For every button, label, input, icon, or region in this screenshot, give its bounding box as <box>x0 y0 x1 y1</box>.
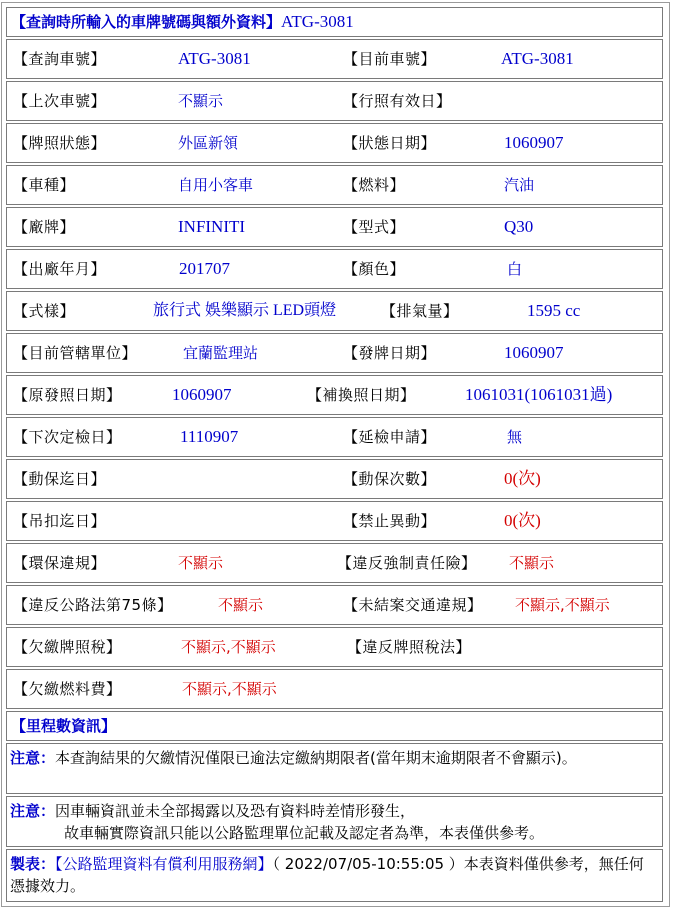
label-license-valid-date: 【行照有效日】 <box>343 92 452 110</box>
value-insurance-violation: 不顯示 <box>509 554 555 572</box>
value-status-date: 1060907 <box>504 133 564 152</box>
info-row-previous-plate <box>6 81 663 121</box>
note-3 <box>10 853 656 897</box>
note-1-key: 注意： <box>10 749 56 767</box>
label-previous-plate: 【上次車號】 <box>13 92 107 110</box>
label-plate-status: 【牌照狀態】 <box>13 134 107 152</box>
label-original-license-date: 【原發照日期】 <box>13 386 122 404</box>
label-license-tax-violation: 【違反牌照稅法】 <box>347 638 472 656</box>
note-row-1 <box>6 743 663 794</box>
value-vehicle-type: 自用小客車 <box>178 176 254 194</box>
value-unpaid-license-tax: 不顯示,不顯示 <box>181 638 276 656</box>
info-row-next-inspection <box>6 417 663 457</box>
page-title-plate: ATG-3081 <box>281 12 354 31</box>
value-unpaid-fuel-fee: 不顯示,不顯示 <box>182 680 277 698</box>
value-plate-status: 外區新領 <box>178 134 239 152</box>
value-next-inspection: 1110907 <box>180 427 239 446</box>
label-brand: 【廠牌】 <box>13 218 76 236</box>
note-3-source: 【公路監理資料有償利用服務網】 <box>55 855 273 873</box>
note-2-line2: 故車輛實際資訊只能以公路監理單位記載及認定者為準，本表僅供參考。 <box>64 824 545 842</box>
value-environmental-violation: 不顯示 <box>178 554 224 572</box>
label-issue-date: 【發牌日期】 <box>343 344 437 362</box>
label-insurance-violation: 【違反強制責任險】 <box>337 554 477 572</box>
info-row-original-license-date <box>6 375 663 415</box>
value-original-license-date: 1060907 <box>172 385 232 404</box>
info-row-brand <box>6 207 663 247</box>
value-displacement: 1595 cc <box>527 301 581 320</box>
value-model: Q30 <box>504 217 534 236</box>
note-2-line1: 因車輛資訊並未全部揭露以及恐有資料時差情形發生， <box>55 802 416 820</box>
label-fuel: 【燃料】 <box>343 176 406 194</box>
info-row-plate-status <box>6 123 663 163</box>
label-chattel-mortgage-count: 【動保次數】 <box>343 470 437 488</box>
header-row <box>6 7 663 37</box>
label-manufacture-date: 【出廠年月】 <box>13 260 107 278</box>
value-fuel: 汽油 <box>504 176 535 194</box>
label-suspension-end: 【吊扣迄日】 <box>13 512 107 530</box>
label-highway-act-violation: 【違反公路法第75條】 <box>13 596 173 614</box>
value-issue-date: 1060907 <box>504 343 564 362</box>
info-row-suspension <box>6 501 663 541</box>
value-open-traffic-violations: 不顯示,不顯示 <box>515 596 610 614</box>
note-1-text: 本查詢結果的欠繳情況僅限已逾法定繳納期限者(當年期末逾期限者不會顯示)。 <box>55 749 577 767</box>
label-unpaid-license-tax: 【欠繳牌照稅】 <box>13 638 122 656</box>
label-current-plate: 【目前車號】 <box>343 50 437 68</box>
value-highway-act-violation: 不顯示 <box>218 596 264 614</box>
info-row-manufacture-date <box>6 249 663 289</box>
info-row-environmental <box>6 543 663 583</box>
value-current-plate: ATG-3081 <box>501 49 574 68</box>
label-next-inspection: 【下次定檢日】 <box>13 428 122 446</box>
value-transfer-ban: 0(次) <box>504 511 541 530</box>
label-model: 【型式】 <box>343 218 406 236</box>
label-inspection-extension: 【延檢申請】 <box>343 428 437 446</box>
label-color: 【顏色】 <box>343 260 406 278</box>
info-row-style <box>6 291 663 331</box>
value-manufacture-date: 201707 <box>179 259 230 278</box>
value-jurisdiction: 宜蘭監理站 <box>183 344 259 362</box>
label-query-plate: 【查詢車號】 <box>13 50 107 68</box>
note-3-key: 製表： <box>10 855 56 873</box>
label-environmental-violation: 【環保違規】 <box>13 554 107 572</box>
label-transfer-ban: 【禁止異動】 <box>343 512 437 530</box>
value-replacement-license-date: 1061031(1061031過) <box>465 385 613 404</box>
info-row-jurisdiction <box>6 333 663 373</box>
value-style: 旅行式 娛樂顯示 LED頭燈 <box>153 302 337 319</box>
info-row-chattel-mortgage <box>6 459 663 499</box>
info-row-license-tax <box>6 627 663 667</box>
note-row-2 <box>6 796 663 847</box>
value-brand: INFINITI <box>178 217 246 236</box>
info-row-vehicle-type <box>6 165 663 205</box>
note-2-key: 注意： <box>10 802 56 820</box>
value-query-plate: ATG-3081 <box>178 49 251 68</box>
value-chattel-mortgage-count: 0(次) <box>504 469 541 488</box>
note-row-3 <box>6 849 663 902</box>
note-1 <box>10 747 656 769</box>
label-style: 【式樣】 <box>13 302 76 320</box>
value-color: 白 <box>507 260 523 278</box>
label-replacement-license-date: 【補換照日期】 <box>307 386 416 404</box>
mileage-title: 【里程數資訊】 <box>11 717 117 735</box>
page-title <box>11 12 354 32</box>
label-unpaid-fuel-fee: 【欠繳燃料費】 <box>13 680 122 698</box>
info-row-highway-act <box>6 585 663 625</box>
label-chattel-mortgage-end: 【動保迄日】 <box>13 470 107 488</box>
page-title-label: 【查詢時所輸入的車牌號碼與額外資料】 <box>11 13 282 31</box>
info-row-fuel-fee <box>6 669 663 709</box>
label-displacement: 【排氣量】 <box>381 302 459 320</box>
label-open-traffic-violations: 【未結案交通違規】 <box>343 596 483 614</box>
note-3-text: （ 2022/07/05-10:55:05 ）本表資料僅供參考，無任何憑據效力。 <box>10 855 644 895</box>
info-row-query-plate <box>6 39 663 79</box>
note-2 <box>10 800 656 844</box>
label-vehicle-type: 【車種】 <box>13 176 76 194</box>
value-previous-plate: 不顯示 <box>178 92 224 110</box>
label-jurisdiction: 【目前管轄單位】 <box>13 344 138 362</box>
mileage-row <box>6 711 663 741</box>
value-inspection-extension: 無 <box>507 428 523 446</box>
label-status-date: 【狀態日期】 <box>343 134 437 152</box>
